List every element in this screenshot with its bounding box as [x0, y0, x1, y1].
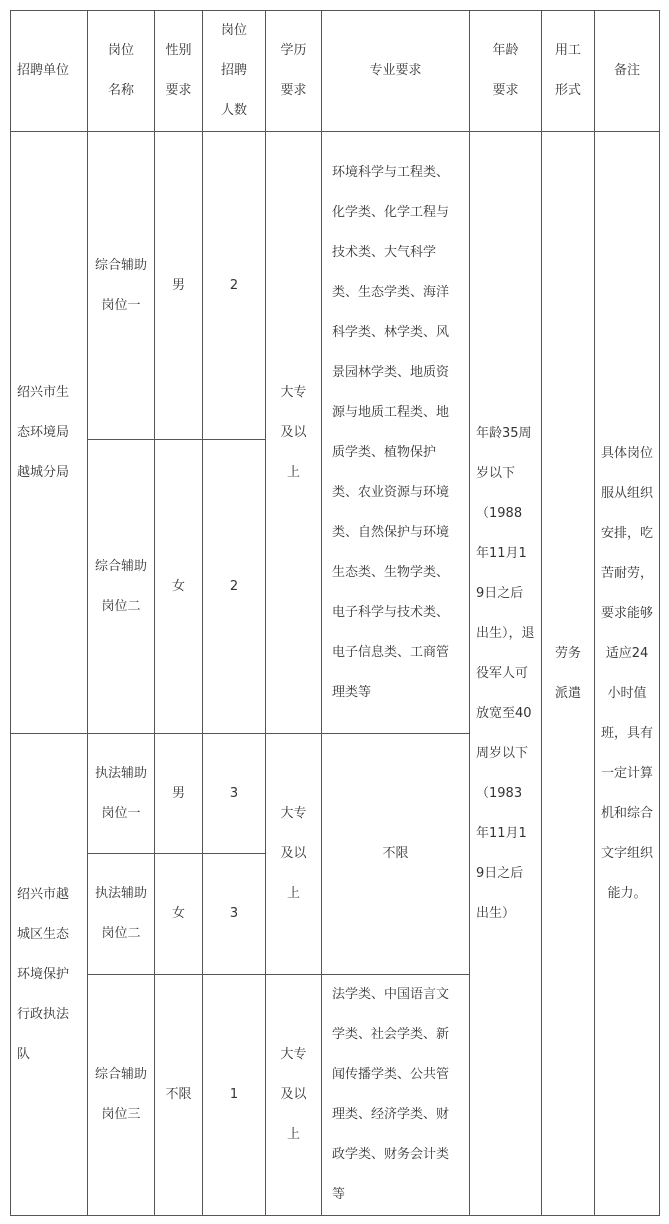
header-remark: 备注: [595, 11, 660, 132]
table-row: [11, 132, 660, 440]
recruitment-table: [10, 10, 660, 1216]
post-cell: 综合辅助岗位二: [88, 440, 155, 734]
count-cell: 3: [203, 734, 266, 854]
employment-cell: 劳务派遣: [542, 132, 595, 1216]
education-cell: 大专及以上: [266, 734, 322, 975]
education-cell: 大专及以上: [266, 132, 322, 734]
header-age: 年龄要求: [470, 11, 542, 132]
count-cell: 1: [203, 975, 266, 1216]
gender-cell: 女: [155, 854, 203, 975]
count-cell: 2: [203, 440, 266, 734]
header-count: 岗位招聘人数: [203, 11, 266, 132]
gender-cell: 女: [155, 440, 203, 734]
header-post-name: 岗位名称: [88, 11, 155, 132]
major-cell: 不限: [322, 734, 470, 975]
count-cell: 3: [203, 854, 266, 975]
count-cell: 2: [203, 132, 266, 440]
remark-cell: 具体岗位服从组织安排，吃苦耐劳，要求能够适应24小时值班，具有一定计算机和综合文字组织能力。: [595, 132, 660, 1216]
header-row: [11, 11, 660, 132]
post-cell: 综合辅助岗位三: [88, 975, 155, 1216]
header-unit: 招聘单位: [11, 11, 88, 132]
post-cell: 执法辅助岗位一: [88, 734, 155, 854]
education-cell: 大专及以上: [266, 975, 322, 1216]
major-cell: 环境科学与工程类、化学类、化学工程与技术类、大气科学类、生态学类、海洋科学类、林学类、风景园林学类、地质资源与地质工程类、地质学类、植物保护类、农业资源与环境类、自然保护与环境生态类、生物学类、电子科学与技术类、电子信息类、工商管理类等: [322, 132, 470, 734]
unit-cell: 绍兴市生态环境局越城分局: [11, 132, 88, 734]
post-cell: 执法辅助岗位二: [88, 854, 155, 975]
unit-cell: 绍兴市越城区生态环境保护行政执法队: [11, 734, 88, 1216]
gender-cell: 男: [155, 734, 203, 854]
major-cell: 法学类、中国语言文学类、社会学类、新闻传播学类、公共管理类、经济学类、财政学类、财务会计类等: [322, 975, 470, 1216]
age-cell: 年龄35周岁以下（1988年11月19日之后出生），退役军人可放宽至40周岁以下（1983年11月19日之后出生）: [470, 132, 542, 1216]
header-education: 学历要求: [266, 11, 322, 132]
header-gender: 性别要求: [155, 11, 203, 132]
gender-cell: 不限: [155, 975, 203, 1216]
recruitment-table-wrapper: [10, 10, 660, 1216]
post-cell: 综合辅助岗位一: [88, 132, 155, 440]
header-employment: 用工形式: [542, 11, 595, 132]
header-major: 专业要求: [322, 11, 470, 132]
gender-cell: 男: [155, 132, 203, 440]
